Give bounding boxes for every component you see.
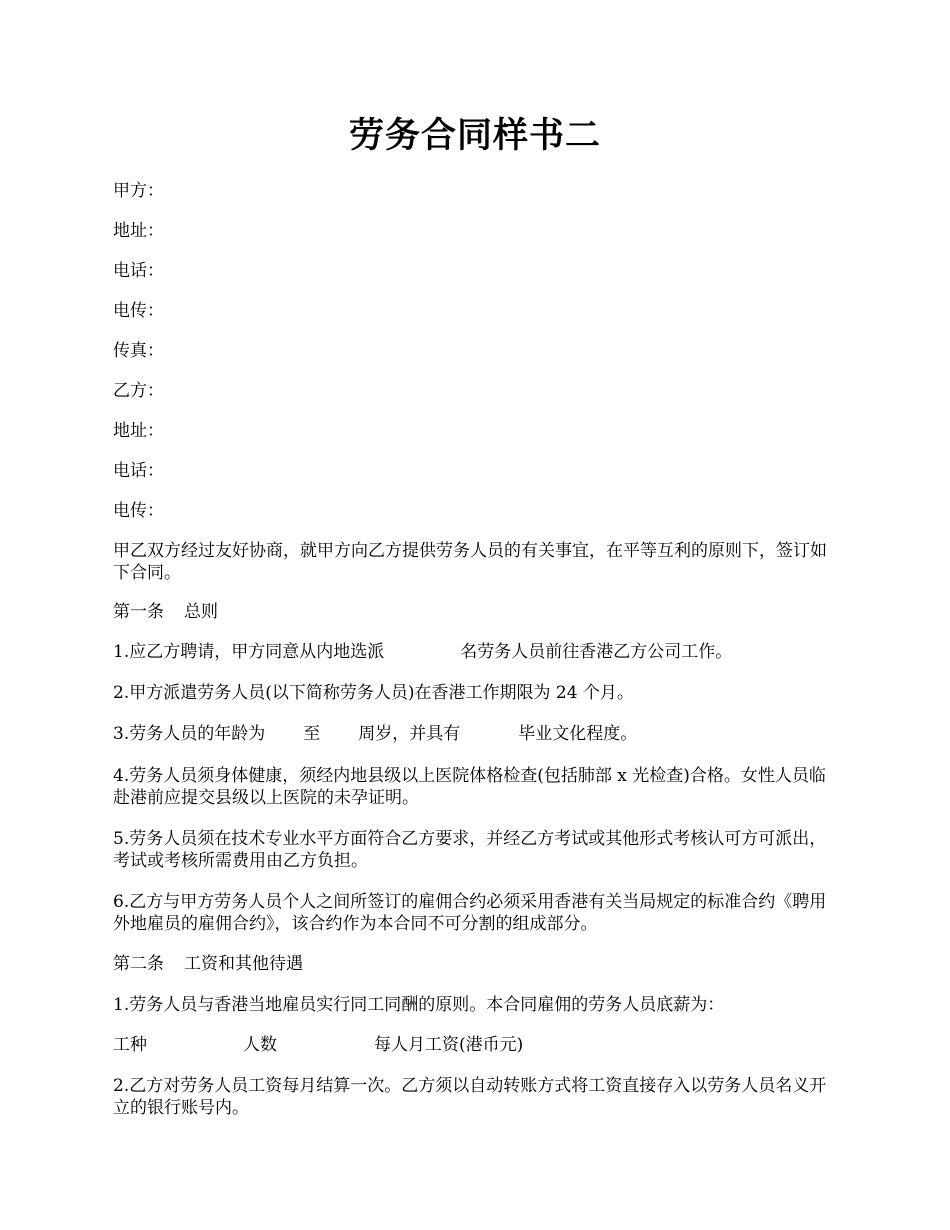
clause-3-text-to: 至 — [303, 724, 321, 744]
article-2-number: 第二条 — [113, 954, 164, 974]
article-1-number: 第一条 — [113, 602, 164, 622]
document-title: 劳务合同样书二 — [348, 115, 601, 156]
article-1-clause-6: 6.乙方与甲方劳务人员个人之间所签订的雇佣合约必须采用香港有关当局规定的标准合约《聘用外地雇员的雇佣合约》，该合约作为本合同不可分割的组成部分。 — [113, 892, 827, 934]
header-job-type: 工种 — [113, 1035, 147, 1055]
clause-3-text-education: 毕业文化程度。 — [518, 724, 638, 744]
party-b-name-field: 乙方： — [113, 381, 164, 401]
article-2-heading — [113, 953, 843, 975]
article-2-clause-1: 1.劳务人员与香港当地雇员实行同工同酬的原则。本合同雇佣的劳务人员底薪为： — [113, 995, 725, 1015]
header-headcount: 人数 — [243, 1035, 277, 1055]
header-monthly-wage: 每人月工资(港币元) — [374, 1035, 524, 1055]
party-a-fax-field: 传真： — [113, 341, 164, 361]
party-a-address-field: 地址： — [113, 221, 164, 241]
article-1-clause-5: 5.劳务人员须在技术专业水平方面符合乙方要求，并经乙方考试或其他形式考核认可方可派出，考试或考核所需费用由乙方负担。 — [113, 829, 827, 871]
party-b-address-field: 地址： — [113, 421, 164, 441]
party-b-telex-field: 电传： — [113, 501, 164, 521]
clause-1-text-end: 名劳务人员前往香港乙方公司工作。 — [460, 642, 733, 662]
article-1-clause-4: 4.劳务人员须身体健康，须经内地县级以上医院体格检查(包括肺部 x 光检查)合格。女性人员临赴港前应提交县级以上医院的未孕证明。 — [113, 766, 826, 808]
clause-3-text-age: 3.劳务人员的年龄为 — [113, 724, 266, 744]
clause-3-text-years: 周岁，并具有 — [358, 724, 461, 744]
party-a-phone-field: 电话： — [113, 261, 164, 281]
clause-1-text-start: 1.应乙方聘请，甲方同意从内地选派 — [113, 642, 385, 662]
article-2-clause-2: 2.乙方对劳务人员工资每月结算一次。乙方须以自动转账方式将工资直接存入以劳务人员名义开立的银行账号内。 — [113, 1076, 827, 1118]
article-1-heading — [113, 601, 843, 623]
article-1-clause-3 — [113, 723, 843, 745]
party-b-phone-field: 电话： — [113, 461, 164, 481]
party-a-name-field: 甲方： — [113, 181, 164, 201]
article-1-title: 总则 — [184, 602, 218, 622]
intro-paragraph: 甲乙双方经过友好协商，就甲方向乙方提供劳务人员的有关事宜，在平等互利的原则下，签订如下合同。 — [113, 541, 827, 583]
article-1-clause-2: 2.甲方派遣劳务人员(以下简称劳务人员)在香港工作期限为 24 个月。 — [113, 683, 634, 703]
party-a-telex-field: 电传： — [113, 301, 164, 321]
article-1-clause-1 — [113, 641, 843, 663]
article-2-title: 工资和其他待遇 — [184, 954, 303, 974]
